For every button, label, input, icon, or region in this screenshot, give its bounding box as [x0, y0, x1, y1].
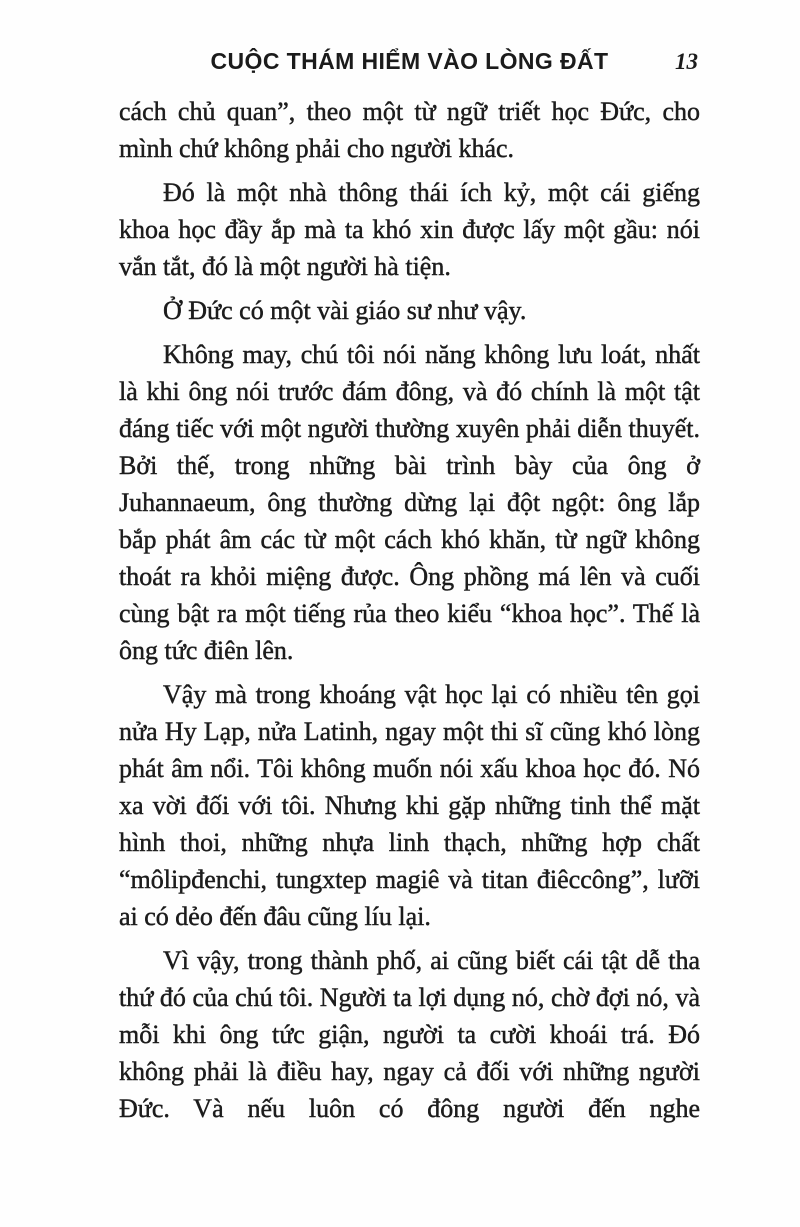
paragraph: cách chủ quan”, theo một từ ngữ triết học Đức, cho mình chứ không phải cho người khác. — [119, 97, 700, 163]
page-number: 13 — [675, 49, 698, 74]
paragraph: Đó là một nhà thông thái ích kỷ, một cái giếng khoa học đầy ắp mà ta khó xin được lấy một gầu: nói vắn tắt, đó là một người hà tiện. — [119, 178, 700, 281]
paragraph: Vì vậy, trong thành phố, ai cũng biết cái tật dễ tha thứ đó của chú tôi. Người ta lợi dụng nó, chờ đợi nó, và mỗi khi ông tức giận, người ta cười khoái trá. Đó không phải là điều hay, ngay cả đối với những người Đức. Và nếu luôn có đông người đến nghe — [119, 946, 700, 1123]
paragraph: Ở Đức có một vài giáo sư như vậy. — [163, 296, 527, 325]
paragraph: Vậy mà trong khoáng vật học lại có nhiều tên gọi nửa Hy Lạp, nửa Latinh, ngay một thi sĩ cũng khó lòng phát âm nổi. Tôi không muốn nói xấu khoa học đó. Nó xa vời đối với tôi. Nhưng khi gặp những tinh thể mặt hình thoi, những nhựa linh thạch, những hợp chất “môlipđenchi, tungxtep magiê và titan điêccông”, lưỡi ai có dẻo đến đâu cũng líu lại. — [119, 680, 700, 931]
running-header — [119, 48, 700, 80]
page-body — [119, 93, 700, 1127]
running-title: CUỘC THÁM HIỂM VÀO LÒNG ĐẤT — [210, 48, 609, 74]
paragraph: Không may, chú tôi nói năng không lưu loát, nhất là khi ông nói trước đám đông, và đó chính là một tật đáng tiếc với một người thường xuyên phải diễn thuyết. Bởi thế, trong những bài trình bày của ông ở Juhannaeum, ông thường dừng lại đột ngột: ông lắp bắp phát âm các từ một cách khó khăn, từ ngữ không thoát ra khỏi miệng được. Ông phồng má lên và cuối cùng bật ra một tiếng rủa theo kiểu “khoa học”. Thế là ông tức điên lên. — [119, 340, 700, 665]
